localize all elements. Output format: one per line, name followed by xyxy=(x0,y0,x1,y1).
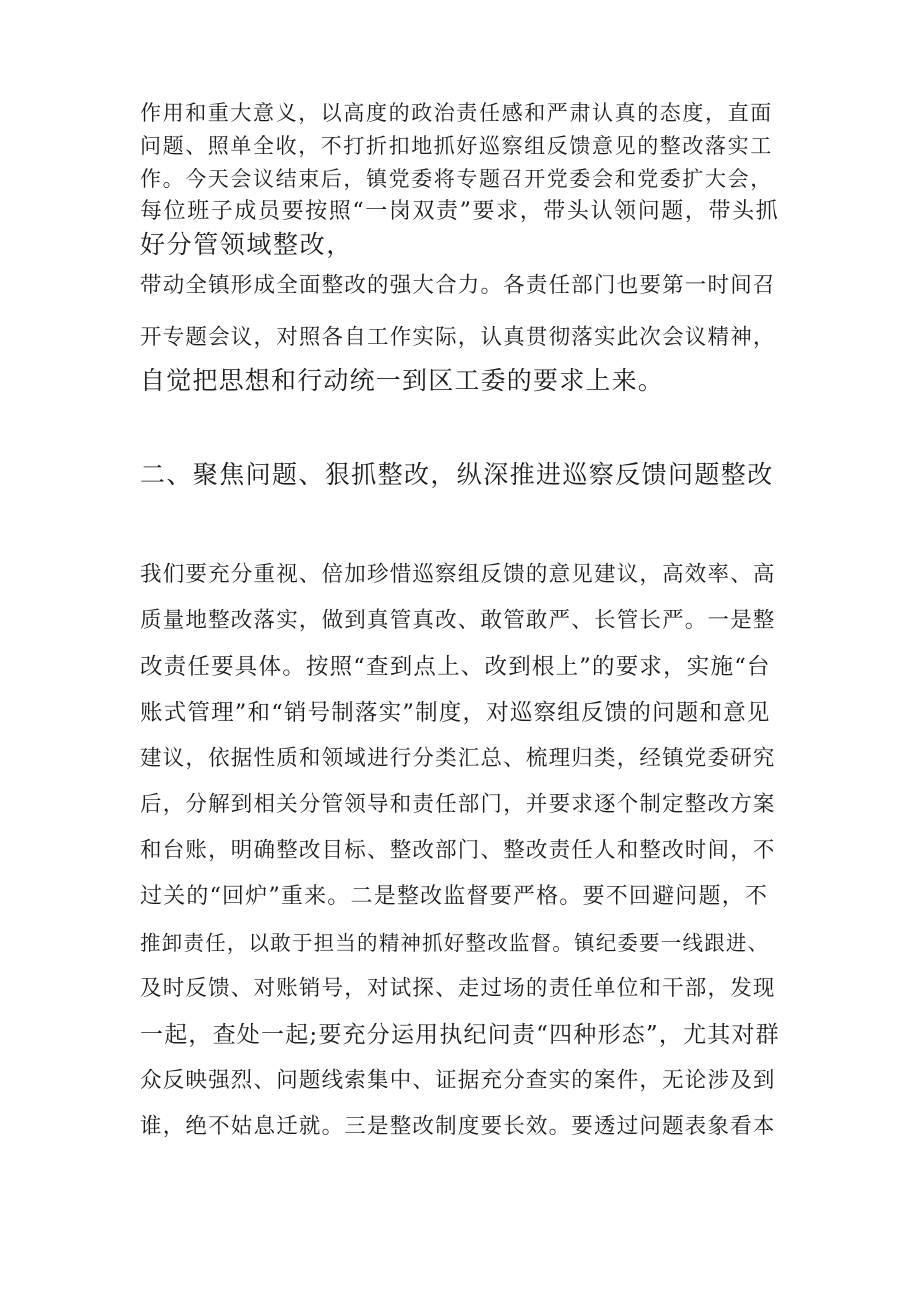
text-line: 建议，依据性质和领域进行分类汇总、梳理归类，经镇党委研究 xyxy=(140,746,776,771)
text-line: 改责任要具体。按照“查到点上、改到根上”的要求，实施“台 xyxy=(140,654,771,680)
text-line: 一起，查处一起;要充分运用执纪问责“四种形态”，尤其对群 xyxy=(140,1022,780,1048)
text-line: 开专题会议，对照各自工作实际，认真贯彻落实此次会议精神， xyxy=(140,325,776,350)
text-line: 后，分解到相关分管领导和责任部门，并要求逐个制定整改方案 xyxy=(140,792,776,817)
text-line: 及时反馈、对账销号，对试探、走过场的责任单位和干部，发现 xyxy=(140,976,776,1001)
text-line: 和台账，明确整改目标、整改部门、整改责任人和整改时间，不 xyxy=(140,838,776,863)
section-heading: 二、聚焦问题、狠抓整改，纵深推进巡察反馈问题整改 xyxy=(140,460,774,489)
text-line: 每位班子成员要按照“一岗双责”要求，带头认领问题，带头抓 xyxy=(140,199,780,224)
text-line: 我们要充分重视、倍加珍惜巡察组反馈的意见建议，高效率、高 xyxy=(140,562,776,587)
text-line: 问题、照单全收，不打折扣地抓好巡察组反馈意见的整改落实工 xyxy=(140,134,773,158)
text-line: 过关的“回炉”重来。二是整改监督要严格。要不回避问题，不 xyxy=(140,884,769,909)
text-line: 账式管理”和“销号制落实”制度，对巡察组反馈的问题和意见 xyxy=(140,700,771,726)
text-line: 谁，绝不姑息迁就。三是整改制度要长效。要透过问题表象看本 xyxy=(140,1114,776,1139)
text-line: 带动全镇形成全面整改的强大合力。各责任部门也要第一时间召 xyxy=(140,273,776,298)
text-line: 作用和重大意义，以高度的政治责任感和严肃认真的态度，直面 xyxy=(140,101,773,125)
text-line: 作。今天会议结束后，镇党委将专题召开党委会和党委扩大会， xyxy=(140,167,773,191)
text-line: 众反映强烈、问题线索集中、证据充分查实的案件，无论涉及到 xyxy=(140,1068,776,1093)
text-line: 好分管领域整改， xyxy=(140,230,353,259)
text-line: 推卸责任，以敢于担当的精神抓好整改监督。镇纪委要一线跟进、 xyxy=(140,931,770,955)
text-line: 质量地整改落实，做到真管真改、敢管敢严、长管长严。一是整 xyxy=(140,608,776,633)
text-line: 自觉把思想和行动统一到区工委的要求上来。 xyxy=(140,366,665,395)
